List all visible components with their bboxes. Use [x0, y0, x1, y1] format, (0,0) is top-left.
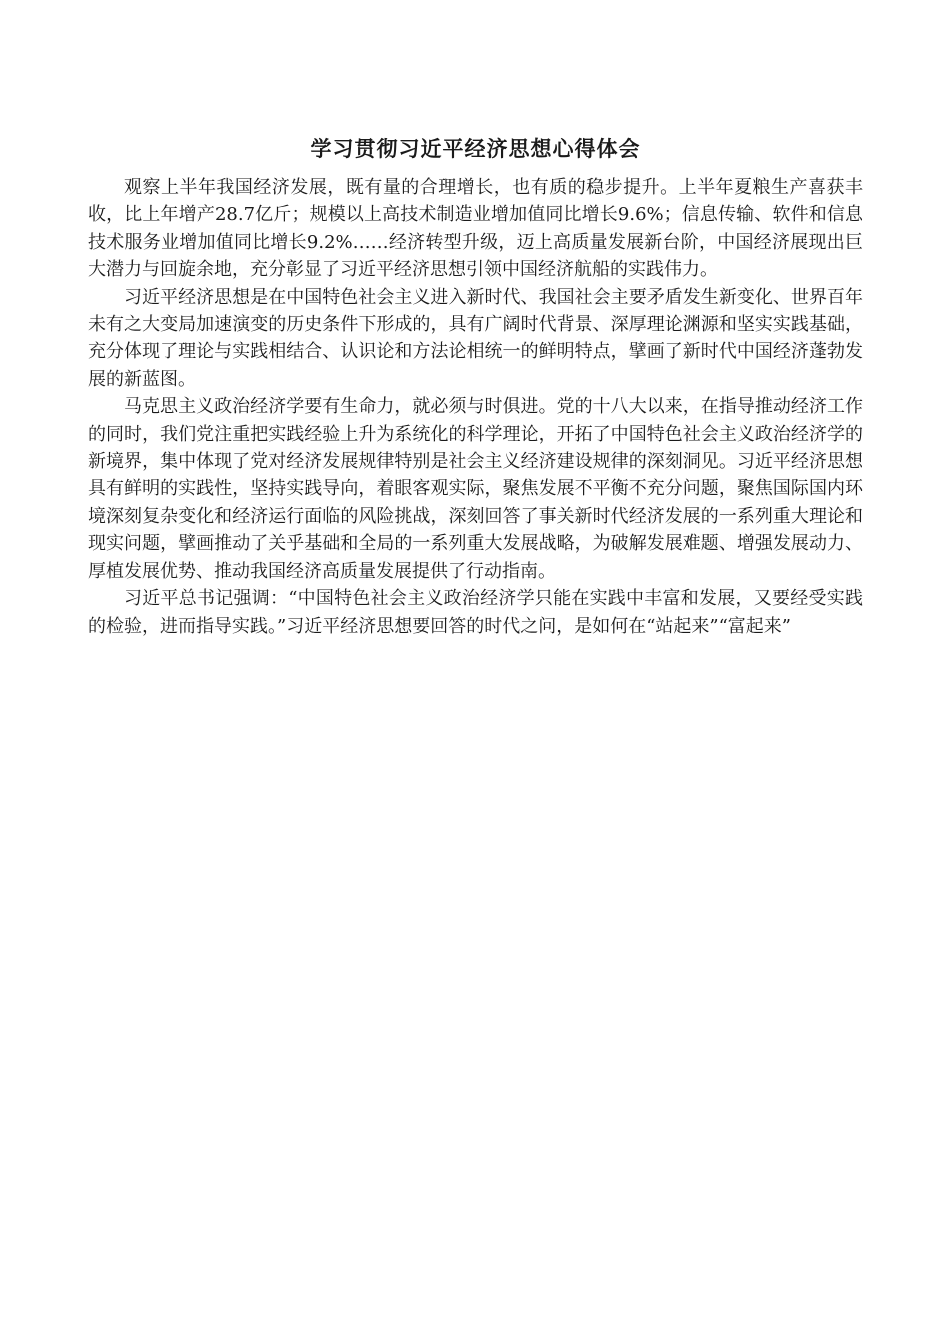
- paragraph-4: 习近平总书记强调：“中国特色社会主义政治经济学只能在实践中丰富和发展，又要经受实践的检验，进而指导实践。”习近平经济思想要回答的时代之问，是如何在“站起来”“富起来”: [88, 588, 863, 637]
- document-body: [88, 132, 863, 640]
- paragraph-1: 观察上半年我国经济发展，既有量的合理增长，也有质的稳步提升。上半年夏粮生产喜获丰收，比上年增产28.7亿斤；规模以上高技术制造业增加值同比增长9.6%；信息传输、软件和信息技术服务业增加值同比增长9.2%……经济转型升级，迈上高质量发展新台阶，中国经济展现出巨大潜力与回旋余地，充分彰显了习近平经济思想引领中国经济航船的实践伟力。: [88, 177, 863, 281]
- document-title: 学习贯彻习近平经济思想心得体会: [310, 136, 641, 161]
- paragraph-3: 马克思主义政治经济学要有生命力，就必须与时俱进。党的十八大以来，在指导推动经济工作的同时，我们党注重把实践经验上升为系统化的科学理论，开拓了中国特色社会主义政治经济学的新境界，集中体现了党对经济发展规律特别是社会主义经济建设规律的深刻洞见。习近平经济思想具有鲜明的实践性，坚持实践导向，着眼客观实际，聚焦发展不平衡不充分问题，聚焦国际国内环境深刻复杂变化和经济运行面临的风险挑战，深刻回答了事关新时代经济发展的一系列重大理论和现实问题，擘画推动了关乎基础和全局的一系列重大发展战略，为破解发展难题、增强发展动力、厚植发展优势、推动我国经济高质量发展提供了行动指南。: [88, 396, 863, 582]
- paragraph-2: 习近平经济思想是在中国特色社会主义进入新时代、我国社会主要矛盾发生新变化、世界百年未有之大变局加速演变的历史条件下形成的，具有广阔时代背景、深厚理论渊源和坚实实践基础，充分体现了理论与实践相结合、认识论和方法论相统一的鲜明特点，擘画了新时代中国经济蓬勃发展的新蓝图。: [88, 286, 863, 390]
